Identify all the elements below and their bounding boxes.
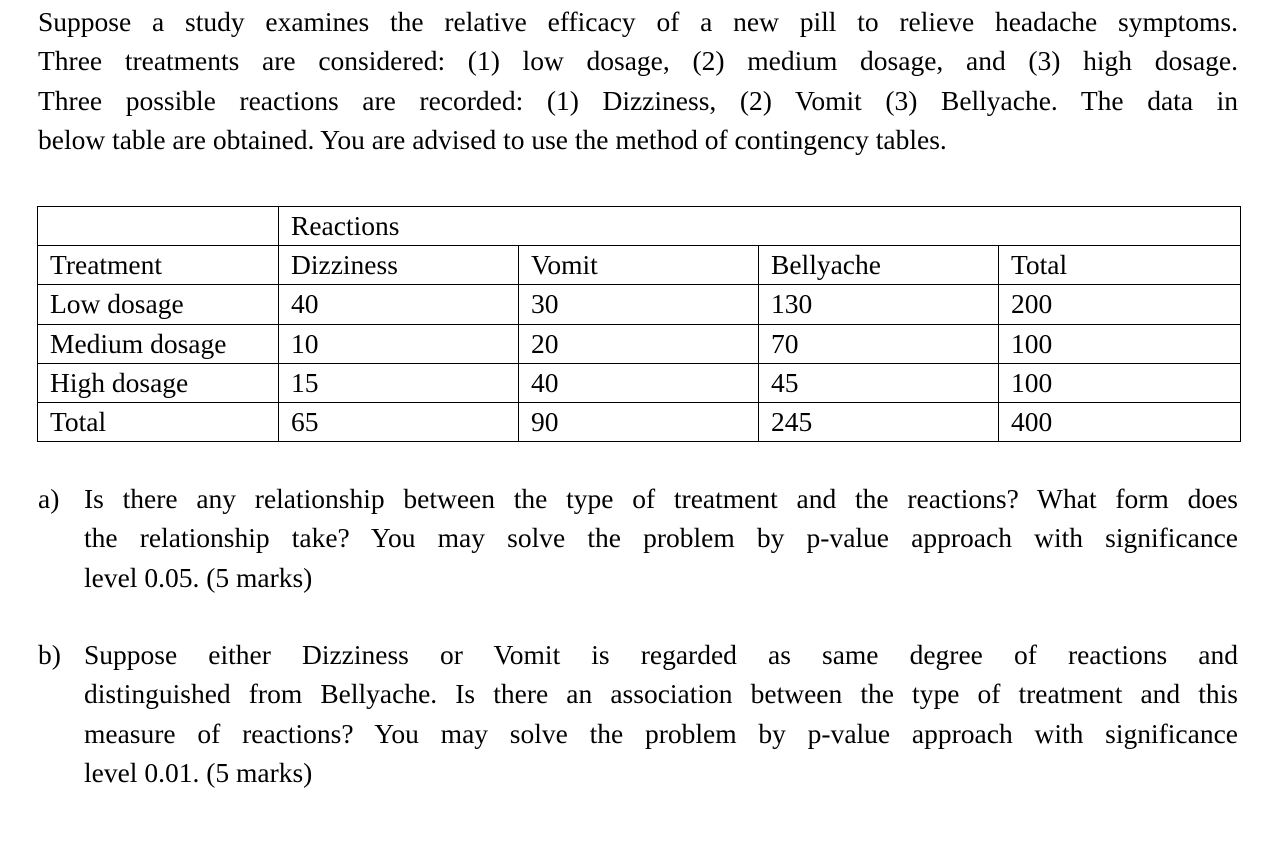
table-cell: 100 [999, 363, 1241, 402]
table-cell: 20 [519, 324, 759, 363]
table-cell: 65 [279, 402, 519, 441]
table-cell: 100 [999, 324, 1241, 363]
table-row [38, 324, 1241, 363]
table-group-header-row [38, 207, 1241, 246]
table-cell: 90 [519, 402, 759, 441]
table-cell-empty [38, 207, 279, 246]
question-line: level 0.01. (5 marks) [84, 756, 313, 788]
table-cell: 70 [759, 324, 999, 363]
column-header: Total [999, 246, 1241, 285]
intro-line: Suppose a study examines the relative efficacy of a new pill to relieve headache symptoms. [38, 6, 1238, 37]
table-cell: 15 [279, 363, 519, 402]
column-header: Vomit [519, 246, 759, 285]
table-cell: 40 [279, 285, 519, 324]
question-line: measure of reactions? You may solve the problem by p-value approach with significance [84, 717, 1238, 749]
table-cell: 400 [999, 402, 1241, 441]
table-header-row [38, 246, 1241, 285]
reactions-header: Reactions [279, 207, 1241, 246]
question-line: the relationship take? You may solve the problem by p-value approach with significance [84, 522, 1238, 554]
table-row [38, 363, 1241, 402]
table-cell: 30 [519, 285, 759, 324]
question-line: Suppose either Dizziness or Vomit is regarded as same degree of reactions and [84, 639, 1238, 670]
question-line: level 0.05. (5 marks) [84, 561, 313, 593]
question-text [84, 479, 1238, 597]
table-cell: Total [38, 402, 279, 441]
column-header: Dizziness [279, 246, 519, 285]
table-row [38, 285, 1241, 324]
intro-paragraph [38, 2, 1238, 159]
table-cell: 40 [519, 363, 759, 402]
contingency-table [37, 206, 1241, 442]
table-cell: 130 [759, 285, 999, 324]
intro-line: below table are obtained. You are advised to use the method of contingency tables. [38, 123, 947, 155]
table-row [38, 402, 1241, 441]
question-label: a) [38, 483, 60, 514]
intro-line: Three treatments are considered: (1) low dosage, (2) medium dosage, and (3) high dosage. [38, 45, 1238, 77]
question-text [84, 635, 1238, 792]
question-b [38, 635, 1238, 792]
table-cell: High dosage [38, 363, 279, 402]
table-cell: 200 [999, 285, 1241, 324]
table-cell: 245 [759, 402, 999, 441]
table-cell: Low dosage [38, 285, 279, 324]
table-cell: 10 [279, 324, 519, 363]
column-header: Treatment [38, 246, 279, 285]
table-cell: 45 [759, 363, 999, 402]
question-line: Is there any relationship between the type of treatment and the reactions? What form does [84, 483, 1238, 514]
question-line: distinguished from Bellyache. Is there an association between the type of treatment and this [84, 678, 1238, 710]
question-label: b) [38, 639, 61, 670]
column-header: Bellyache [759, 246, 999, 285]
table-cell: Medium dosage [38, 324, 279, 363]
question-a [38, 479, 1238, 597]
intro-line: Three possible reactions are recorded: (1) Dizziness, (2) Vomit (3) Bellyache. The data in [38, 84, 1238, 116]
